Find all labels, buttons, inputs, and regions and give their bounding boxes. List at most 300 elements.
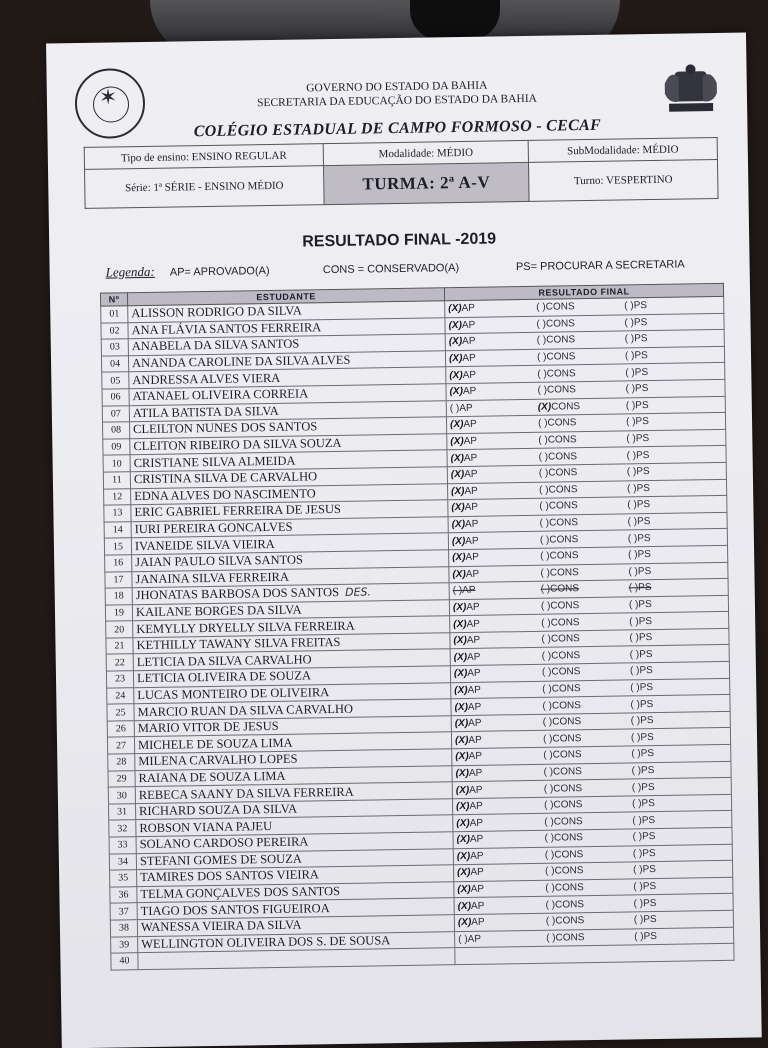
result-option-label: PS xyxy=(636,499,651,511)
grade: Série: 1ª SÉRIE - ENSINO MÉDIO xyxy=(85,166,325,209)
result-option-label: CONS xyxy=(555,932,585,944)
page-title: RESULTADO FINAL -2019 xyxy=(302,230,497,251)
result-option-cons xyxy=(545,832,609,844)
result-option-ps xyxy=(634,930,686,942)
row-number: 39 xyxy=(111,936,138,953)
empty-box-icon: ( ) xyxy=(536,335,547,347)
empty-box-icon: ( ) xyxy=(537,384,548,397)
result-option-ps xyxy=(633,864,685,876)
result-option-ps xyxy=(628,532,680,544)
result-option-ps xyxy=(630,682,682,694)
result-option-ps xyxy=(630,665,682,677)
result-option-label: CONS xyxy=(547,450,578,463)
col-number-header: Nº xyxy=(100,293,127,306)
class-name: TURMA: 2ª A-V xyxy=(323,162,529,204)
result-option-cons xyxy=(543,716,607,728)
result-option-ap xyxy=(457,883,509,895)
result-option-label: PS xyxy=(633,316,648,329)
result-option-ps xyxy=(630,698,682,710)
result-option-label: PS xyxy=(641,798,655,810)
empty-box-icon: ( ) xyxy=(628,549,638,561)
result-option-ps xyxy=(628,516,680,528)
empty-box-icon: ( ) xyxy=(539,517,550,529)
student-name-text: LETICIA DA SILVA CARVALHO xyxy=(136,652,312,669)
teaching-type: Tipo de ensino: ENSINO REGULAR xyxy=(84,144,323,170)
empty-box-icon: ( ) xyxy=(541,617,551,629)
result-option-cons xyxy=(545,849,609,861)
empty-box-icon: ( ) xyxy=(544,816,554,828)
result-option-cons xyxy=(541,633,605,645)
result-option-label: CONS xyxy=(551,649,581,662)
result-option-label: CONS xyxy=(553,832,584,844)
checked-mark-icon: (X) xyxy=(450,419,464,431)
result-option-label: PS xyxy=(638,615,653,627)
result-option-label: CONS xyxy=(549,517,579,529)
empty-box-icon: ( ) xyxy=(539,484,549,496)
row-number: 08 xyxy=(103,422,130,439)
result-option-ap xyxy=(455,717,507,729)
result-option-label: CONS xyxy=(554,882,584,894)
result-option-label: AP xyxy=(462,585,476,597)
result-option-ps xyxy=(624,300,676,312)
result-option-cons xyxy=(543,766,607,778)
result-option-label: CONS xyxy=(552,766,582,778)
result-option-label: PS xyxy=(634,366,649,378)
row-number: 23 xyxy=(106,671,133,688)
result-option-label: CONS xyxy=(552,716,582,728)
result-option-cons xyxy=(542,699,606,711)
empty-box-icon: ( ) xyxy=(542,733,553,745)
result-option-cons xyxy=(545,865,609,877)
student-name-text: TAMIRES DOS SANTOS VIEIRA xyxy=(140,867,320,885)
empty-box-icon: ( ) xyxy=(540,550,550,563)
checked-mark-icon: (X) xyxy=(455,801,470,813)
empty-box-icon: ( ) xyxy=(543,799,554,811)
result-option-label: CONS xyxy=(552,749,582,761)
row-number: 21 xyxy=(106,638,133,655)
result-option-label: PS xyxy=(635,449,650,461)
result-option-label: CONS xyxy=(545,301,575,313)
legend-label: Legenda: xyxy=(105,263,155,280)
empty-box-icon: ( ) xyxy=(545,866,555,878)
empty-box-icon: ( ) xyxy=(631,748,641,760)
result-option-label: CONS xyxy=(551,401,581,413)
result-option-ap xyxy=(452,518,504,530)
secretariat-line: SECRETARIA DA EDUCAÇÃO DO ESTADO DA BAHIA xyxy=(256,92,538,110)
result-option-label: AP xyxy=(459,402,473,414)
student-name-text: JHONATAS BARBOSA DOS SANTOS xyxy=(135,585,340,603)
col-student-header: ESTUDANTE xyxy=(127,288,444,306)
empty-box-icon: ( ) xyxy=(543,766,554,778)
result-option-ps xyxy=(633,881,685,893)
empty-box-icon: ( ) xyxy=(629,615,639,627)
result-options xyxy=(455,943,734,964)
result-option-label: AP xyxy=(461,319,476,331)
result-option-label: CONS xyxy=(555,898,585,911)
row-number: 19 xyxy=(105,604,132,621)
result-option-ps xyxy=(625,383,677,395)
empty-box-icon: ( ) xyxy=(624,350,635,362)
empty-box-icon: ( ) xyxy=(536,351,547,363)
result-option-label: PS xyxy=(643,930,658,943)
result-option-ap xyxy=(454,668,506,680)
legend-ap: AP= APROVADO(A) xyxy=(169,265,270,279)
student-name-text: ANDRESSA ALVES VIERA xyxy=(132,370,281,387)
result-option-label: CONS xyxy=(550,583,580,596)
result-option-label: AP xyxy=(464,518,479,530)
empty-box-icon: ( ) xyxy=(627,532,638,545)
result-option-ps xyxy=(634,914,686,926)
result-option-label: CONS xyxy=(552,732,582,745)
empty-box-icon: ( ) xyxy=(540,600,551,612)
row-number: 27 xyxy=(107,737,134,754)
result-option-ap xyxy=(450,435,502,447)
result-option-label: AP xyxy=(469,800,483,813)
result-option-label: CONS xyxy=(546,351,576,363)
result-option-label: CONS xyxy=(549,566,579,579)
checked-mark-icon: (X) xyxy=(452,568,466,580)
empty-box-icon: ( ) xyxy=(545,915,556,928)
result-option-label: AP xyxy=(469,834,484,846)
result-option-ap xyxy=(454,701,506,713)
row-number: 37 xyxy=(110,903,137,920)
result-option-ap xyxy=(456,817,508,829)
checked-mark-icon: (X) xyxy=(449,386,463,398)
result-option-label: PS xyxy=(637,532,651,544)
student-name-text: LUCAS MONTEIRO DE OLIVEIRA xyxy=(137,685,330,703)
result-option-label: CONS xyxy=(550,600,580,612)
student-name-text: MARCIO RUAN DA SILVA CARVALHO xyxy=(137,701,354,719)
row-number: 38 xyxy=(110,920,137,937)
empty-box-icon: ( ) xyxy=(631,781,642,793)
result-option-cons xyxy=(541,583,605,595)
result-option-ap xyxy=(454,651,506,663)
row-number: 04 xyxy=(101,356,128,373)
checked-mark-icon: (X) xyxy=(451,535,466,547)
row-number: 03 xyxy=(101,339,128,356)
result-option-ps xyxy=(625,350,677,362)
result-option-cons xyxy=(542,683,606,695)
result-option-label: CONS xyxy=(550,633,580,645)
result-option-cons xyxy=(540,533,604,545)
result-option-ps xyxy=(629,615,681,627)
row-number: 15 xyxy=(104,538,131,555)
empty-box-icon: ( ) xyxy=(539,534,550,546)
result-option-label: AP xyxy=(468,717,482,730)
row-number: 05 xyxy=(102,372,129,389)
result-option-label: AP xyxy=(468,767,483,779)
row-number: 35 xyxy=(110,870,137,887)
result-option-ap xyxy=(448,319,500,331)
empty-box-icon: ( ) xyxy=(632,831,643,843)
empty-box-icon: ( ) xyxy=(545,882,555,894)
student-name-text: ALISSON RODRIGO DA SILVA xyxy=(131,303,302,321)
result-option-cons xyxy=(539,500,603,512)
checked-mark-icon: (X) xyxy=(456,834,471,846)
empty-box-icon: ( ) xyxy=(625,366,635,379)
result-option-ps xyxy=(629,632,681,644)
result-option-ap xyxy=(449,386,501,398)
result-option-label: CONS xyxy=(549,533,579,546)
result-option-ap xyxy=(457,834,509,846)
empty-box-icon: ( ) xyxy=(543,783,554,795)
result-option-label: PS xyxy=(639,698,654,710)
empty-box-icon: ( ) xyxy=(627,483,637,495)
result-option-cons xyxy=(538,434,602,446)
student-name-text: ATILA BATISTA DA SILVA xyxy=(132,403,279,421)
student-name-text: SOLANO CARDOSO PEREIRA xyxy=(139,834,309,852)
row-number: 07 xyxy=(102,405,129,422)
result-option-label: AP xyxy=(463,452,478,464)
result-option-label: CONS xyxy=(553,799,583,811)
result-option-label: PS xyxy=(640,764,655,777)
empty-box-icon: ( ) xyxy=(633,897,644,910)
result-option-label: AP xyxy=(470,867,484,879)
result-option-ps xyxy=(633,847,685,859)
legend xyxy=(106,255,726,281)
result-option-ap xyxy=(453,585,505,597)
result-option-cons xyxy=(542,650,606,662)
result-option-ap xyxy=(455,767,507,779)
result-option-label: CONS xyxy=(548,500,578,513)
result-option-label: PS xyxy=(640,748,655,760)
student-name-text: REBECA SAANY DA SILVA FERREIRA xyxy=(138,784,354,802)
empty-box-icon: ( ) xyxy=(627,516,638,528)
legend-ps: PS= PROCURAR A SECRETARIA xyxy=(515,258,685,274)
result-option-ap xyxy=(452,552,504,564)
school-name: COLÉGIO ESTADUAL DE CAMPO FORMOSO - CECAF xyxy=(193,116,602,141)
result-option-label: AP xyxy=(466,601,480,613)
row-number: 22 xyxy=(106,654,133,671)
result-option-label: PS xyxy=(636,466,650,478)
result-option-label: AP xyxy=(469,817,484,829)
checked-mark-icon: (X) xyxy=(450,436,464,448)
result-option-label: PS xyxy=(638,582,652,594)
student-name-text: MARIO VITOR DE JESUS xyxy=(137,719,279,736)
checked-mark-icon: (X) xyxy=(537,401,552,413)
result-option-cons xyxy=(546,915,610,927)
empty-box-icon: ( ) xyxy=(541,650,552,662)
row-number: 09 xyxy=(103,438,130,455)
student-name-text: MILENA CARVALHO LOPES xyxy=(138,751,298,769)
result-option-label: AP xyxy=(465,535,479,547)
result-sheet xyxy=(46,33,762,1048)
empty-box-icon: ( ) xyxy=(624,333,635,345)
result-option-label: PS xyxy=(641,831,656,843)
row-number: 01 xyxy=(101,306,128,323)
result-option-ap xyxy=(450,419,502,431)
checked-mark-icon: (X) xyxy=(449,369,463,381)
result-option-label: AP xyxy=(463,435,478,448)
submodality: SubModalidade: MÉDIO xyxy=(528,137,717,162)
result-option-cons xyxy=(540,517,604,529)
result-option-cons xyxy=(539,484,603,496)
result-option-label: AP xyxy=(464,469,478,481)
student-name-text: CRISTINA SILVA DE CARVALHO xyxy=(133,469,318,487)
result-option-label: PS xyxy=(642,864,656,876)
result-option-ps xyxy=(629,599,681,611)
empty-box-icon: ( ) xyxy=(629,649,640,661)
result-option-label: CONS xyxy=(554,849,584,861)
result-option-cons xyxy=(537,384,601,396)
student-name-text: KEMYLLY DRYELLY SILVA FERREIRA xyxy=(136,618,355,636)
result-option-cons xyxy=(544,815,608,827)
result-option-label: PS xyxy=(641,814,656,826)
result-option-ps xyxy=(632,831,684,843)
result-option-label: CONS xyxy=(548,467,578,479)
row-number: 12 xyxy=(104,488,131,505)
result-option-label: PS xyxy=(634,383,649,395)
student-name-text: ANABELA DA SILVA SANTOS xyxy=(131,337,300,354)
shift: Turno: VESPERTINO xyxy=(528,159,718,201)
result-option-cons xyxy=(538,401,602,413)
empty-box-icon: ( ) xyxy=(630,698,641,710)
col-result-header: RESULTADO FINAL xyxy=(444,283,723,300)
result-option-label: AP xyxy=(467,701,482,713)
result-option-cons xyxy=(539,467,603,479)
result-option-label: AP xyxy=(463,419,477,431)
empty-box-icon: ( ) xyxy=(541,666,552,679)
result-option-label: PS xyxy=(636,516,651,528)
result-option-label: AP xyxy=(467,684,482,696)
result-option-label: AP xyxy=(468,751,483,763)
empty-box-icon: ( ) xyxy=(632,814,642,827)
result-option-ps xyxy=(631,715,683,727)
result-option-ap xyxy=(453,601,505,613)
legend-cons: CONS = CONSERVADO(A) xyxy=(322,262,460,277)
row-number: 40 xyxy=(111,953,138,970)
result-option-label: AP xyxy=(462,369,477,381)
result-option-label: PS xyxy=(642,847,656,860)
empty-box-icon: ( ) xyxy=(544,849,555,861)
checked-mark-icon: (X) xyxy=(453,635,467,647)
result-option-cons xyxy=(543,733,607,745)
result-option-label: CONS xyxy=(545,318,575,330)
result-option-ap xyxy=(451,469,503,481)
row-number: 17 xyxy=(105,571,132,588)
result-option-label: AP xyxy=(470,883,485,896)
result-option-ps xyxy=(631,731,683,743)
result-option-ap xyxy=(457,867,509,879)
class-info-table xyxy=(84,137,719,209)
result-option-ps xyxy=(626,433,678,445)
result-option-label: PS xyxy=(633,300,648,312)
result-option-cons xyxy=(544,782,608,794)
empty-box-icon: ( ) xyxy=(540,567,550,579)
result-option-cons xyxy=(539,450,603,462)
result-option-label: CONS xyxy=(553,782,583,795)
result-option-ps xyxy=(632,814,684,826)
checked-mark-icon: (X) xyxy=(456,850,471,863)
row-number: 14 xyxy=(104,521,131,538)
result-option-ap xyxy=(457,850,509,862)
result-option-ap xyxy=(456,784,508,796)
result-option-ap xyxy=(452,568,504,580)
empty-box-icon: ( ) xyxy=(630,715,641,727)
result-option-ap xyxy=(458,900,510,912)
empty-box-icon: ( ) xyxy=(544,832,555,845)
checked-mark-icon: (X) xyxy=(448,353,463,365)
result-option-ap xyxy=(448,303,500,315)
result-option-ap xyxy=(458,917,510,929)
result-option-ap xyxy=(458,933,510,945)
student-name-text: ROBSON VIANA PAJEU xyxy=(139,818,273,835)
row-number: 34 xyxy=(109,853,136,870)
empty-box-icon: ( ) xyxy=(626,433,636,445)
empty-box-icon: ( ) xyxy=(540,584,551,596)
result-option-label: AP xyxy=(466,651,481,663)
checked-mark-icon: (X) xyxy=(452,601,467,614)
result-option-label: PS xyxy=(637,565,652,578)
result-option-label: PS xyxy=(636,482,650,495)
checked-mark-icon: (X) xyxy=(452,552,466,564)
result-option-label: AP xyxy=(466,634,481,647)
empty-box-icon: ( ) xyxy=(628,582,639,594)
checked-mark-icon: (X) xyxy=(457,884,471,896)
result-option-label: PS xyxy=(639,648,653,661)
republic-seal-icon: ✶ xyxy=(74,68,145,139)
checked-mark-icon: (X) xyxy=(448,336,463,348)
empty-box-icon: ( ) xyxy=(546,932,556,944)
result-option-label: CONS xyxy=(555,915,585,927)
result-option-ps xyxy=(627,466,679,478)
result-option-label: AP xyxy=(468,734,482,746)
result-option-ps xyxy=(625,333,677,345)
result-option-cons xyxy=(537,351,601,363)
result-option-label: CONS xyxy=(546,334,576,347)
empty-box-icon: ( ) xyxy=(632,848,643,860)
checked-mark-icon: (X) xyxy=(448,319,462,332)
result-option-label: AP xyxy=(462,352,476,365)
result-option-label: PS xyxy=(641,781,655,793)
result-option-cons xyxy=(541,616,605,628)
result-option-label: AP xyxy=(465,551,479,564)
row-number: 02 xyxy=(101,322,128,339)
empty-box-icon: ( ) xyxy=(536,318,547,330)
checked-mark-icon: (X) xyxy=(453,618,467,630)
result-option-ap xyxy=(452,535,504,547)
result-option-label: AP xyxy=(461,303,476,315)
checked-mark-icon: (X) xyxy=(451,502,465,514)
empty-box-icon: ( ) xyxy=(628,566,638,578)
result-option-label: PS xyxy=(640,715,654,727)
checked-mark-icon: (X) xyxy=(453,651,468,663)
result-option-ps xyxy=(626,399,678,411)
modality: Modalidade: MÉDIO xyxy=(323,140,528,165)
result-option-label: PS xyxy=(640,731,654,743)
result-option-ap xyxy=(449,369,501,381)
student-name-text: RICHARD SOUZA DA SILVA xyxy=(139,801,298,819)
result-option-ap xyxy=(451,485,503,497)
result-option-label: PS xyxy=(642,881,657,893)
result-option-ap xyxy=(451,452,503,464)
result-option-label: CONS xyxy=(550,616,580,629)
result-option-label: PS xyxy=(639,665,653,677)
result-option-label: CONS xyxy=(546,367,576,380)
checked-mark-icon: (X) xyxy=(451,518,466,531)
result-option-ap xyxy=(456,800,508,812)
empty-box-icon: ( ) xyxy=(538,467,549,480)
empty-box-icon: ( ) xyxy=(625,383,636,395)
result-option-cons xyxy=(545,882,609,894)
result-option-label: PS xyxy=(635,433,650,445)
student-name-text: STEFANI GOMES DE SOUZA xyxy=(139,851,302,869)
row-number: 29 xyxy=(108,770,135,787)
result-option-label: CONS xyxy=(547,434,577,446)
empty-box-icon: ( ) xyxy=(631,765,642,777)
empty-box-icon: ( ) xyxy=(629,632,639,644)
student-name-text: IURI PEREIRA GONCALVES xyxy=(134,519,293,537)
